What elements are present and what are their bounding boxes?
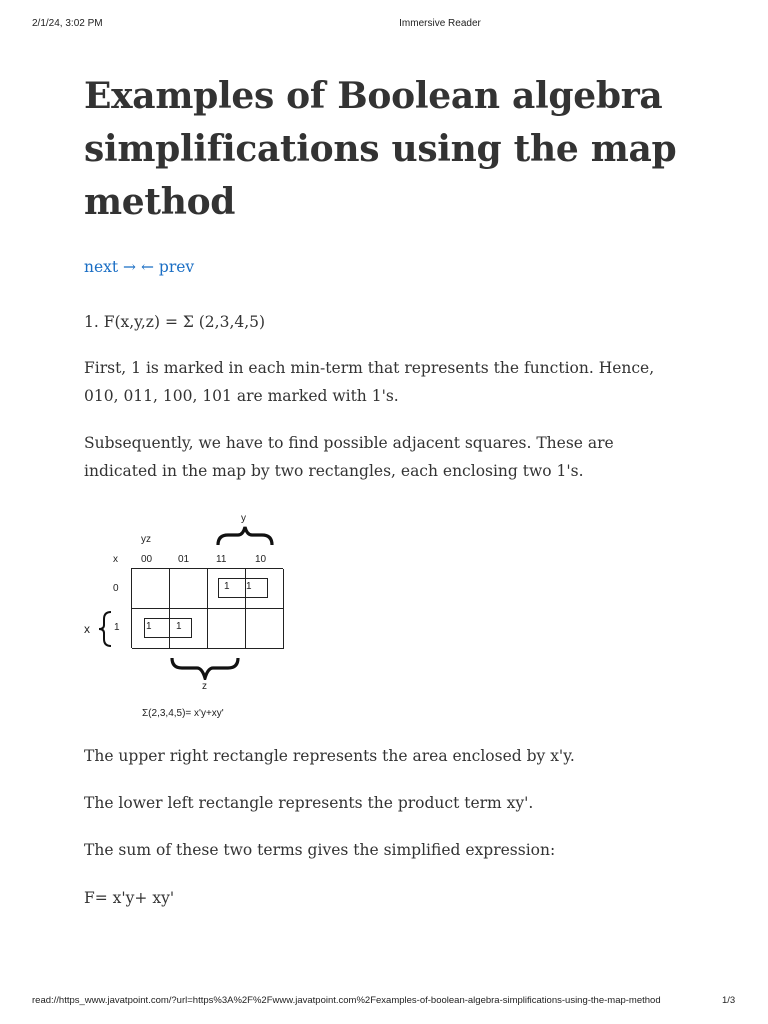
print-footer [0,995,768,1009]
kmap-caption: Σ(2,3,4,5)= x'y+xy' [142,708,224,719]
z-brace [170,656,240,680]
page-number: 1/3 [722,995,736,1006]
paragraph-upper-rectangle: The upper right rectangle represents the area enclosed by x'y. [84,747,575,765]
kmap-x-brace-label: x [84,622,90,636]
final-expression: F= x'y+ xy' [84,889,175,907]
paragraph-subsequently: Subsequently, we have to find possible adjacent squares. These are indicated in the map by two rectangles, each enclosing two 1's. [84,434,614,480]
kmap-cell-110 [246,609,284,649]
title-line-3: method [84,181,236,223]
kmap-one: 1 [224,581,230,592]
kmap-z-label: z [202,681,207,692]
kmap-yz-label: yz [141,534,151,545]
title-line-2: simplifications using the map [84,128,677,170]
kmap-one: 1 [146,621,152,632]
x-brace [97,610,113,648]
paragraph-sum: The sum of these two terms gives the simplified expression: [84,841,556,859]
article-title [84,70,694,229]
prev-link[interactable]: ← prev [140,258,195,276]
kmap-col-header: 11 [216,554,227,565]
article-nav [84,257,694,277]
kmap-y-label: y [241,513,246,524]
kmap-cell-000 [132,569,170,609]
kmap-cell-111 [208,609,246,649]
y-brace [216,525,274,547]
title-line-1: Examples of Boolean algebra [84,75,663,117]
kmap-grid [131,568,283,648]
print-url: read://https_www.javatpoint.com/?url=https%3A%2F%2Fwww.javatpoint.com%2Fexamples-of-boolean-algebra-simplifications-using-the-map-method [32,995,661,1006]
kmap-cell-001 [170,569,208,609]
kmap-one: 1 [176,621,182,632]
group-rectangle-x-prime-y [218,578,268,598]
kmap-col-header: 01 [178,554,190,565]
next-link[interactable]: next → [84,258,137,276]
function-equation: 1. F(x,y,z) = Σ (2,3,4,5) [84,313,266,331]
group-rectangle-x-y-prime [144,618,192,638]
kmap-col-header: 10 [255,554,267,565]
kmap-row-header: 1 [114,622,120,633]
print-title: Immersive Reader [399,18,481,29]
kmap-row-header: 0 [113,583,119,594]
karnaugh-map [80,510,300,725]
paragraph-first: First, 1 is marked in each min-term that represents the function. Hence, 010, 011, 100, 101 are marked with 1's. [84,359,655,405]
kmap-one: 1 [246,581,252,592]
kmap-col-header: 00 [141,554,153,565]
kmap-x-header: x [113,554,118,565]
paragraph-lower-rectangle: The lower left rectangle represents the product term xy'. [84,794,534,812]
print-header [0,18,768,32]
print-date: 2/1/24, 3:02 PM [32,18,103,29]
